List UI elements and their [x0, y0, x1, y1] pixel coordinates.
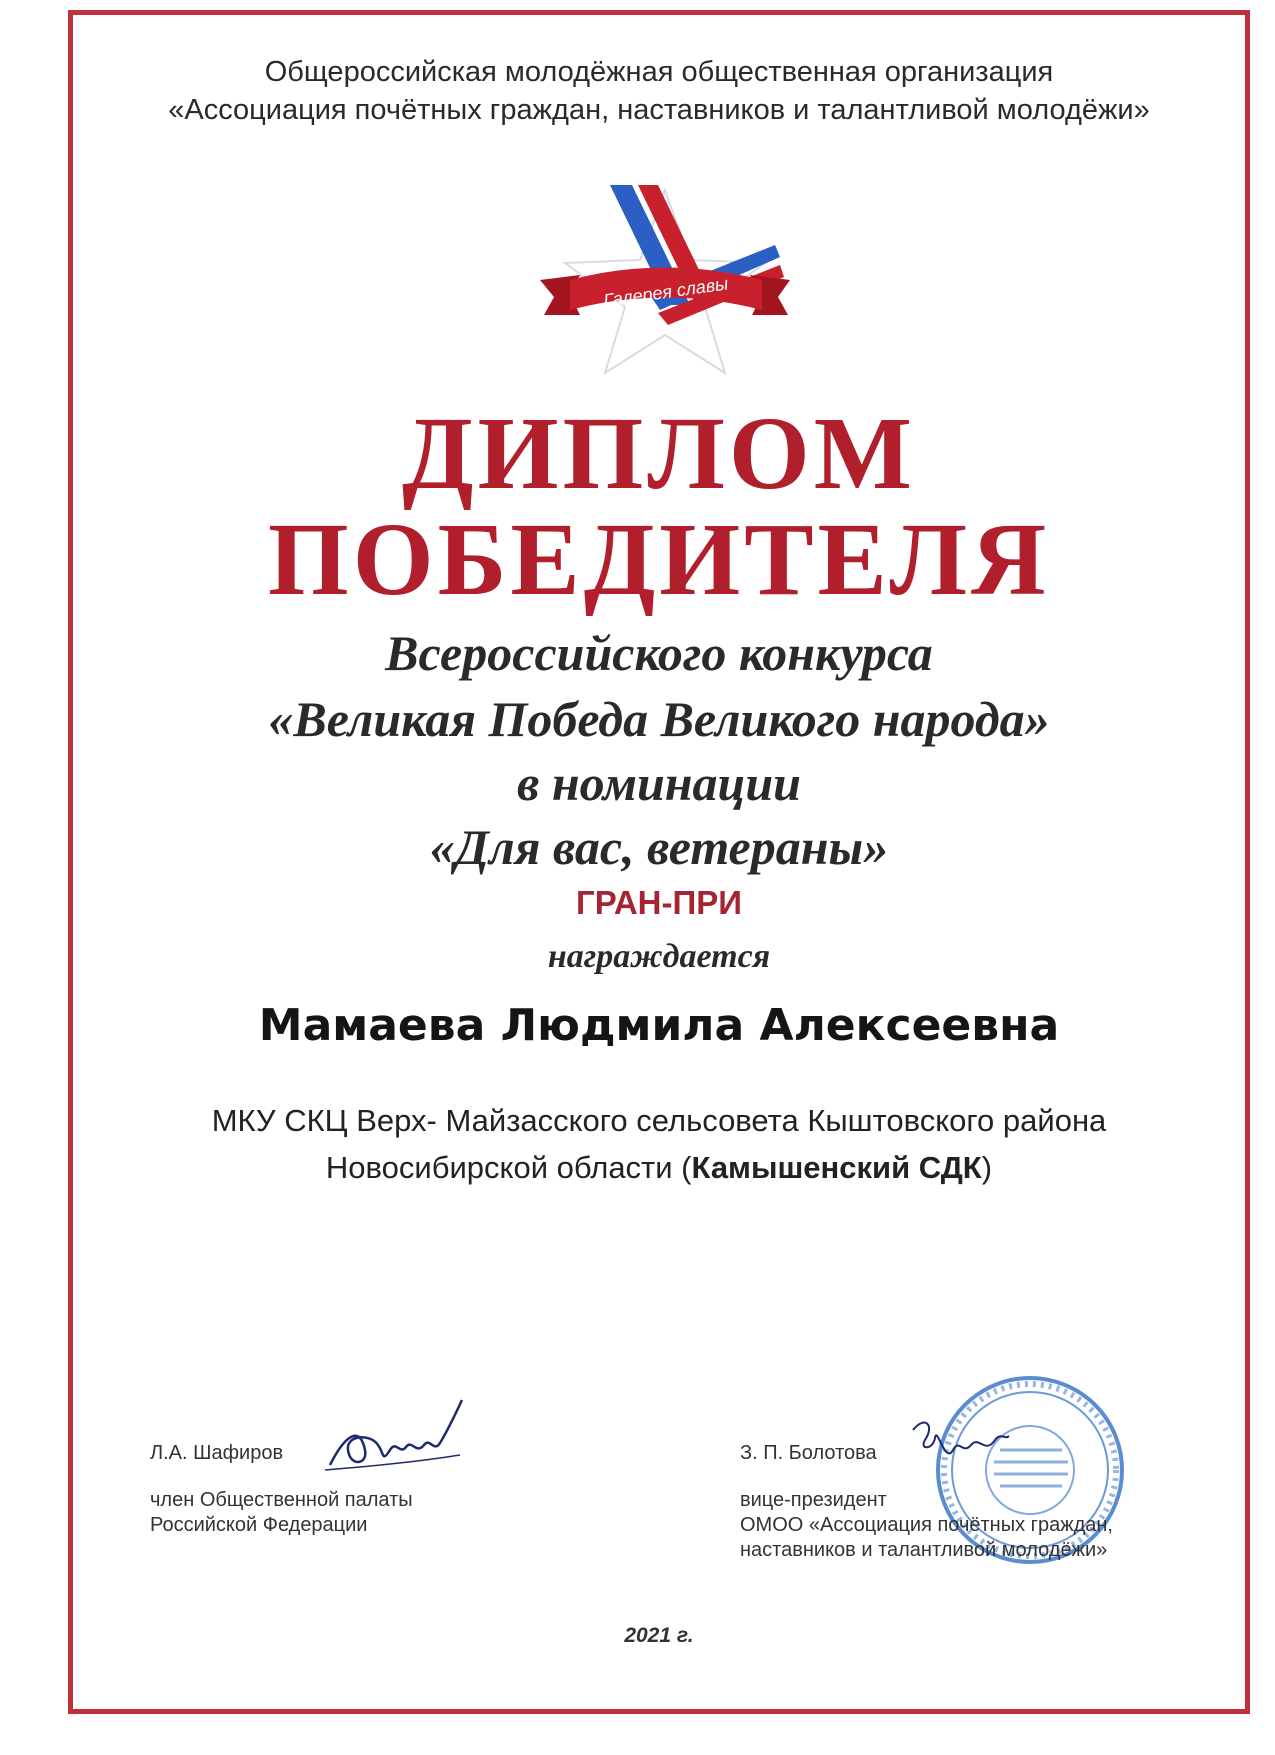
signatory-right-role	[740, 1488, 1113, 1563]
signatory-left-name: Л.А. Шафиров	[150, 1442, 284, 1464]
org-name-line1: Общероссийская молодёжная общественная организация	[264, 56, 1054, 88]
contest-line1: Всероссийского конкурса	[385, 625, 933, 681]
diploma-title-line2: ПОБЕДИТЕЛЯ	[267, 502, 1051, 617]
institution-line2-suffix: )	[981, 1150, 993, 1185]
institution-line2-prefix: Новосибирской области (	[325, 1150, 692, 1185]
logo-banner-text: Галерея славы	[602, 273, 730, 311]
institution-line2	[68, 1150, 1250, 1186]
signature-left-icon	[320, 1395, 470, 1485]
signature-right-icon	[905, 1410, 1015, 1480]
grand-prix-label: ГРАН-ПРИ	[576, 884, 742, 921]
signatory-right-name: З. П. Болотова	[740, 1442, 877, 1464]
awarded-label: награждается	[547, 938, 771, 975]
awardee-name: Мамаева Людмила Алексеевна	[258, 1000, 1060, 1051]
contest-name: «Великая Победа Великого народа»	[268, 691, 1050, 747]
diploma-title-line1: ДИПЛОМ	[402, 396, 916, 511]
diploma-year: 2021 г.	[624, 1624, 694, 1647]
signatory-right-role-line1: вице-президент	[740, 1489, 887, 1511]
signatory-left-role	[150, 1488, 413, 1538]
star-logo-icon	[540, 185, 790, 375]
signatory-right-role-line3: наставников и талантливой молодёжи»	[740, 1539, 1108, 1561]
institution-line2-bold: Камышенский СДК	[691, 1150, 982, 1185]
org-name-line2: «Ассоциация почётных граждан, наставников и талантливой молодёжи»	[168, 94, 1150, 126]
nomination-label: в номинации	[517, 755, 801, 811]
institution-line1: МКУ СКЦ Верх- Майзасского сельсовета Кыштовского района	[211, 1103, 1107, 1138]
nomination-name: «Для вас, ветераны»	[429, 819, 889, 875]
signatory-right-role-line2: ОМОО «Ассоциация почётных граждан,	[740, 1514, 1113, 1536]
signatory-left-role-line2: Российской Федерации	[150, 1514, 368, 1536]
signatory-left-role-line1: член Общественной палаты	[150, 1489, 413, 1511]
